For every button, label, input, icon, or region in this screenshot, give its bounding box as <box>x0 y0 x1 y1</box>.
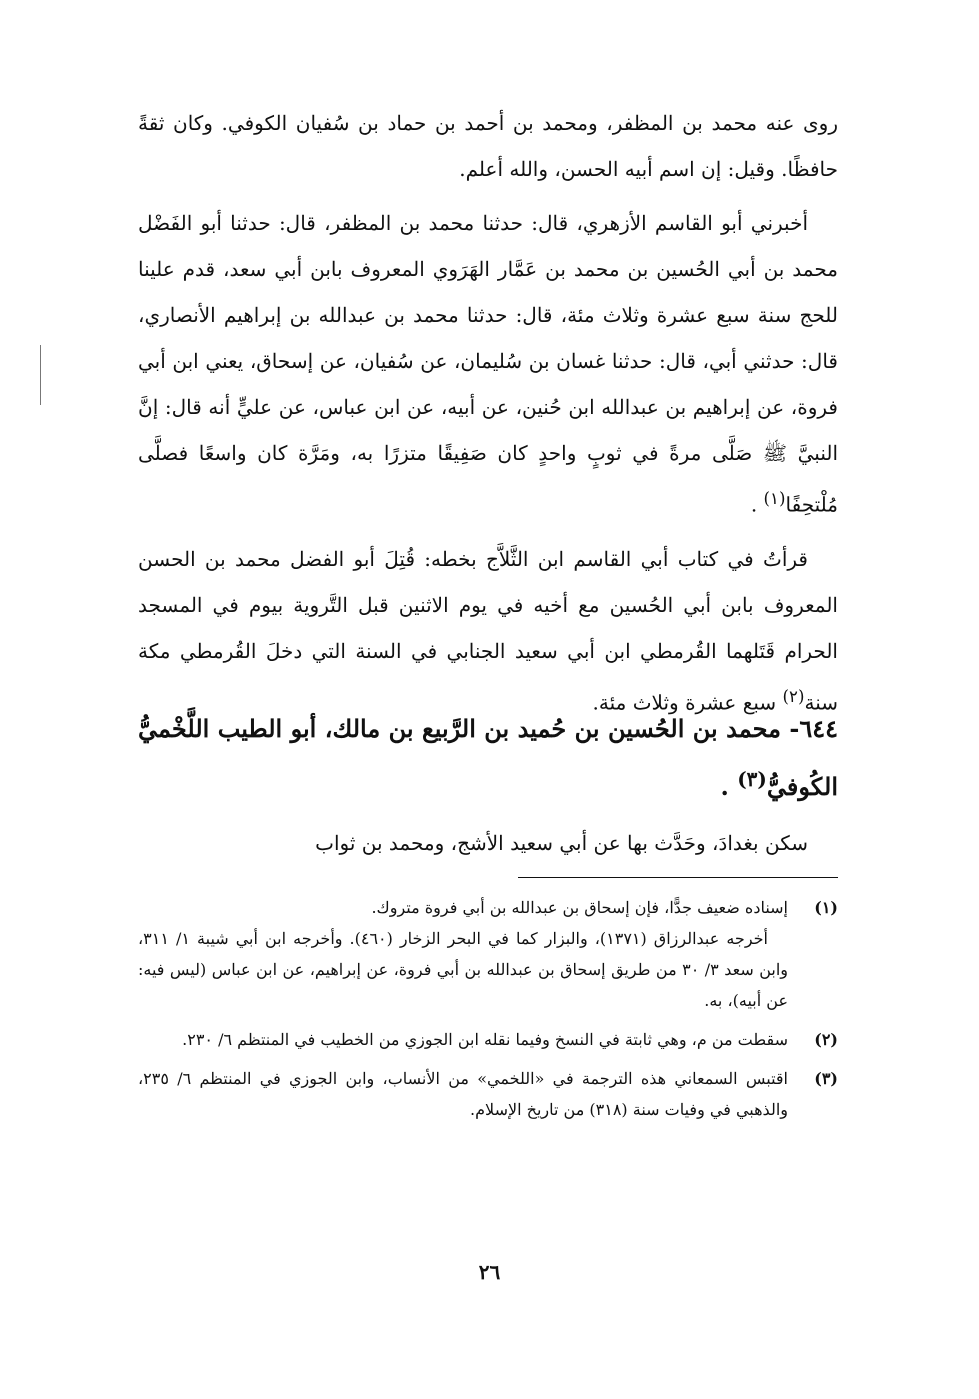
footnote-2 <box>138 1024 838 1055</box>
paragraph-3-text: قرأتُ في كتاب أبي القاسم ابن الثَّلاَّج بخطه: قُتِلَ أبو الفضل محمد بن الحسن المعروف بابن أبي الحُسين مع أخيه في يوم الاثنين قبل التَّروية بيوم في المسجد الحرام قَتَلهما القُرمطي ابن أبي سعيد الجنابي في السنة التي دخلَ القُرمطي مكة سنة <box>138 546 838 715</box>
entry-heading-end: . <box>720 772 738 801</box>
paragraph-2 <box>138 200 838 528</box>
paragraph-3 <box>138 536 838 726</box>
entry-paragraph-1: سكن بغدادَ، وحَدَّث بها عن أبي سعيد الأشج، ومحمد بن ثواب <box>315 831 808 855</box>
footnote-1-line-a: إسناده ضعيف جدًّا، فإن إسحاق بن عبدالله بن أبي فروة متروك. <box>371 898 788 917</box>
entry-heading <box>138 704 838 812</box>
footnote-ref-1[interactable]: (١) <box>763 489 786 508</box>
page-number: ٢٦ <box>478 1260 501 1284</box>
footnote-3-body <box>138 1063 788 1125</box>
footnote-3-text: اقتبس السمعاني هذه الترجمة في «اللخمي» من الأنساب، وابن الجوزي في المنتظم ٦/ ٢٣٥، والذهبي في وفيات سنة (٣١٨) من تاريخ الإسلام. <box>138 1069 788 1119</box>
paragraph-2-text: أخبرني أبو القاسم الأزهري، قال: حدثنا محمد بن المظفر، قال: حدثنا أبو الفَضْل محمد بن أبي الحُسين بن محمد بن عَمَّار الهَرَوي المعروف بابن أبي سعد، قدم علينا للحج سنة سبع عشرة وثلاث مئة، قال: حدثنا محمد بن عبدالله بن إبراهيم الأنصاري، قال: حدثني أبي، قال: حدثنا غسان بن سُليمان، عن سُفيان، عن إسحاق، يعني ابن أبي فروة، عن إبراهيم بن عبدالله ابن حُنين، عن أبيه، عن ابن عباس، عن عليٍّ أنه قال: إنَّ النبيَّ ﷺ صَلَّى مرةً في ثوبٍ واحدٍ كان صَفِيقًا متزرًا به، ومَرَّة كان واسعًا فصلَّى مُلْتحِفًا <box>138 211 838 517</box>
entry-text <box>138 820 838 866</box>
footnote-3-number: (٣) <box>814 1069 838 1088</box>
footnote-1-line-b: أخرجه عبدالرزاق (١٣٧١)، والبزار كما في البحر الزخار (٤٦٠). وأخرجه ابن أبي شيبة ١/ ٣١١، وابن سعد ٣/ ٣٠ من طريق إسحاق بن عبدالله بن أبي فروة، عن إبراهيم، عن ابن عباس (ليس فيه: عن أبيه)، به. <box>138 929 789 1010</box>
footnote-2-text: سقطت من م، وهي ثابتة في النسخ وفيما نقله ابن الجوزي من الخطيب في المنتظم ٦/ ٢٣٠. <box>182 1030 788 1049</box>
footnote-ref-2[interactable]: (٢) <box>782 686 805 706</box>
footnotes <box>138 892 838 1133</box>
paragraph-2-end: . <box>750 492 764 517</box>
entry-heading-text: ٦٤٤- محمد بن الحُسين بن حُميد بن الرَّبيع بن مالك، أبو الطيب اللَّخْميُّ الكُوفيُّ <box>138 714 838 801</box>
footnote-3 <box>138 1063 838 1125</box>
paragraph-3-end: سبع عشرة وثلاث مئة. <box>592 690 783 715</box>
footnote-ref-3[interactable]: (٣) <box>737 767 767 791</box>
footnote-2-body <box>138 1024 788 1055</box>
main-text <box>138 100 838 725</box>
footnote-separator <box>518 877 838 878</box>
footnote-2-number: (٢) <box>814 1030 838 1049</box>
paragraph-1: روى عنه محمد بن المظفر، ومحمد بن أحمد بن حماد بن سُفيان الكوفي. وكان ثقةً حافظًا. وقيل: إن اسم أبيه الحسن، والله أعلم. <box>138 111 838 181</box>
footnote-1-body <box>138 892 788 1016</box>
scan-margin-mark <box>40 345 41 405</box>
footnote-1 <box>138 892 838 1016</box>
footnote-1-number: (١) <box>814 898 838 917</box>
